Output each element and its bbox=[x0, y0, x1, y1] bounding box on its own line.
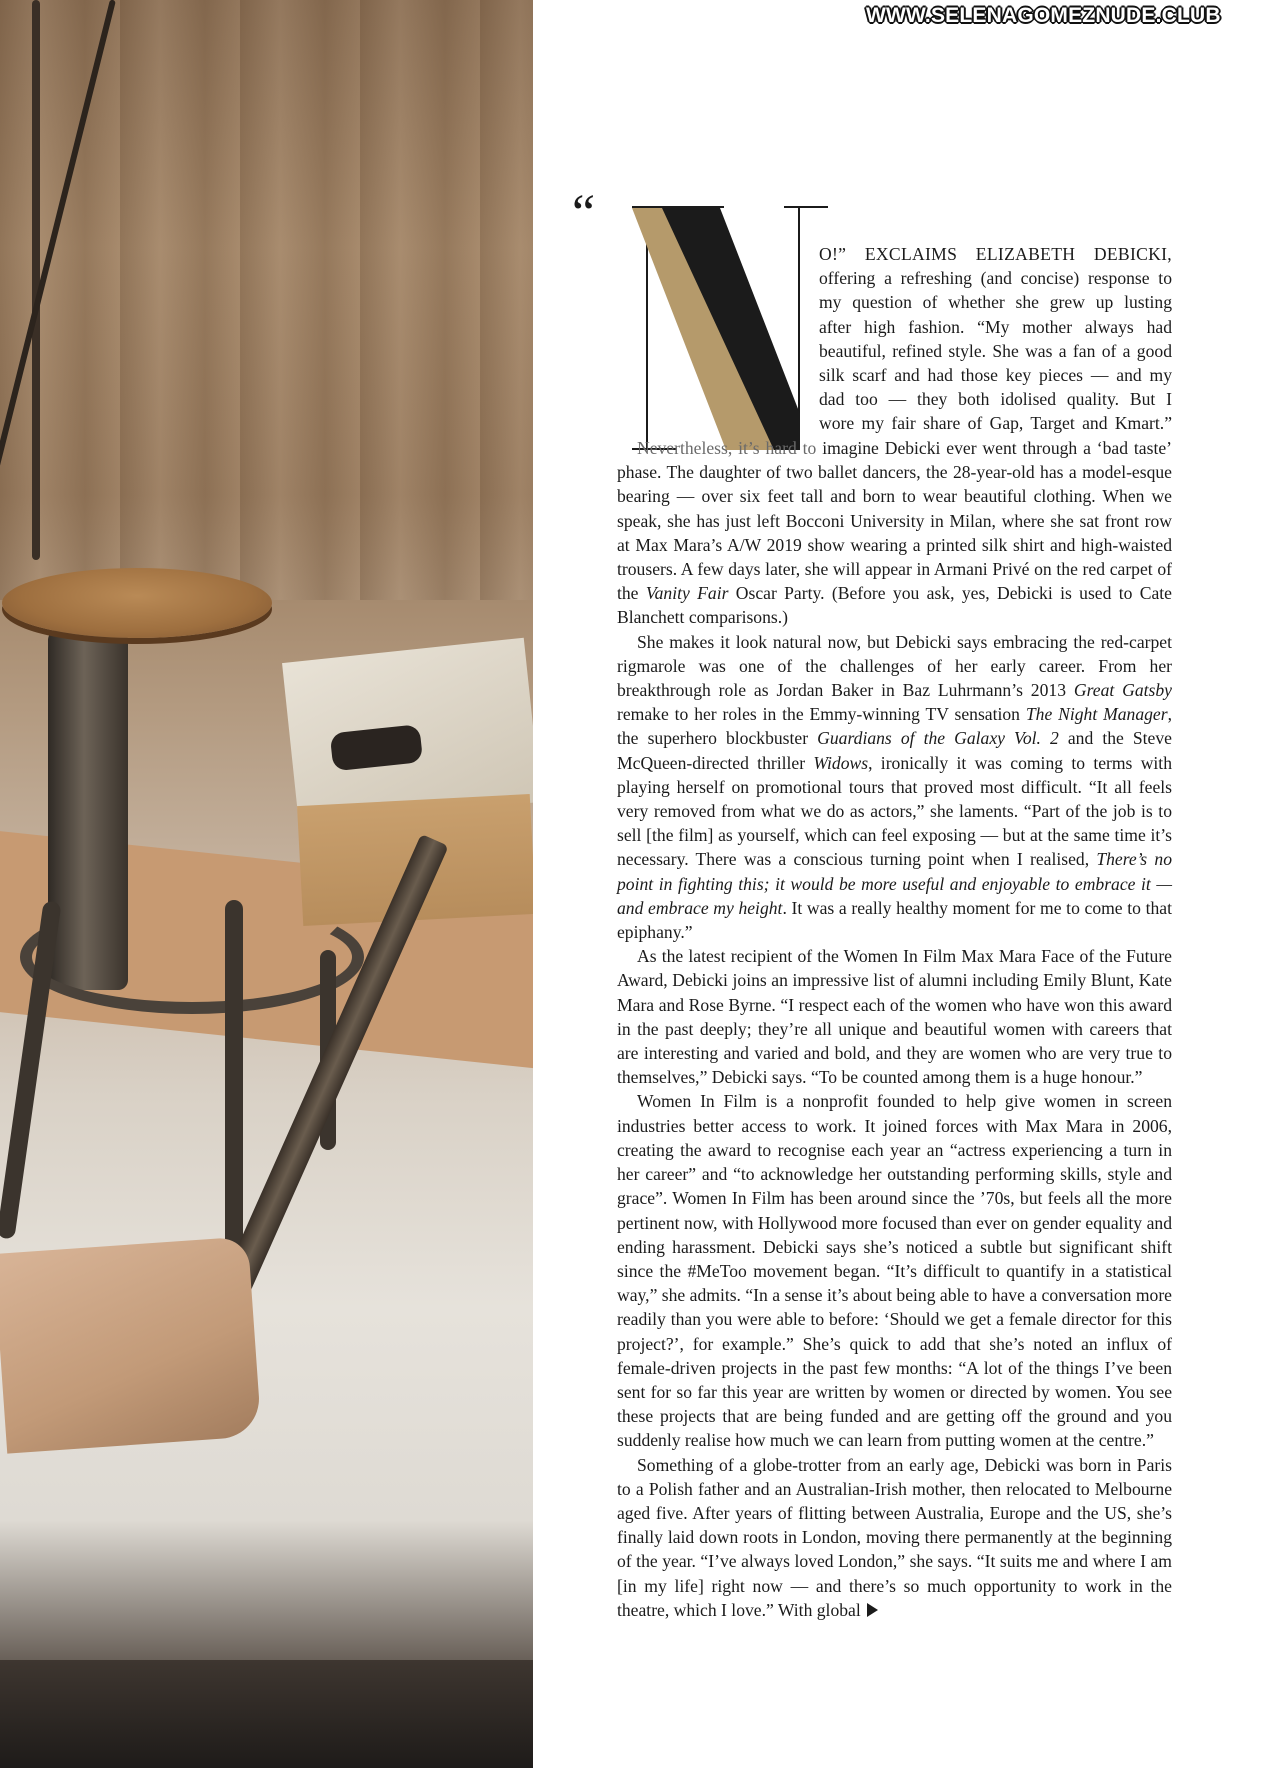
intro-line: wore my fair share of Gap, Target and Kmart.” bbox=[819, 413, 1172, 434]
intro-line: O!” EXCLAIMS ELIZABETH DEBICKI, bbox=[819, 244, 1172, 264]
paragraph-5-text: Something of a globe-trotter from an early age, Debicki was born in Paris to a Polish father and an Australian-Irish mother, then relocated to Melbourne aged five. After years of flitting between Australia, Europe and the US, she’s finally laid down roots in London, moving there permanently at the beginning of the year. “I’ve always loved London,” she says. “It suits me and where I am [in my life] right now — and there’s so much opportunity to work in the theatre, which I love.” With global bbox=[617, 1454, 1172, 1620]
paragraph-2-text: , the superhero blockbuster bbox=[617, 704, 1172, 749]
intro-paragraph bbox=[819, 242, 1172, 436]
paragraph-2-text: and the Steve McQueen-directed thriller bbox=[617, 728, 1172, 773]
dropcap-letter-n bbox=[624, 204, 840, 454]
stool-footring bbox=[20, 900, 364, 1014]
intro-line: my question of whether she grew up lusting bbox=[819, 292, 1172, 313]
article-photo bbox=[0, 0, 533, 1768]
paragraph-1-text: imagine Debicki ever went through a ‘bad taste’ phase. The daughter of two ballet dancers, the 28-year-old has a model-esque bearing — over six feet tall and born to wear beautiful clothing. When we speak, she has just left Bocconi University in Milan, where she sat front row at Max Mara’s A/W 2019 show wearing a printed silk shirt and high-waisted trousers. A few days later, she will appear in Armani Privé on the red carpet of the bbox=[617, 438, 1172, 604]
paragraph-2-text: She makes it look natural now, but Debicki says embracing the red-carpet rigmarole was one of the challenges of her early career. From her breakthrough role as Jordan Baker in Baz Luhrmann’s 2013 bbox=[617, 631, 1172, 701]
magazine-title: Vanity Fair bbox=[645, 583, 729, 604]
paragraph-2-text: . It was a really healthy moment for me to come to that epiphany.” bbox=[617, 897, 1173, 943]
dark-floor bbox=[0, 1660, 533, 1768]
italic-title: Guardians of the Galaxy Vol. 2 bbox=[817, 728, 1059, 749]
draped-cloth bbox=[0, 1236, 262, 1453]
intro-line: after high fashion. “My mother always had bbox=[819, 316, 1172, 337]
continue-arrow-icon bbox=[867, 1603, 878, 1617]
crate-handle-hole bbox=[330, 724, 423, 771]
italic-title: The Night Manager bbox=[1025, 704, 1168, 725]
paragraph-1-lead: Nevertheless, it’s hard to bbox=[637, 438, 817, 458]
intro-line: dad too — they both idolised quality. But I bbox=[819, 389, 1172, 410]
paragraph-3: As the latest recipient of the Women In Film Max Mara Face of the Future Award, Debicki joins an impressive list of alumni including Emily Blunt, Kate Mara and Rose Byrne. “I respect each of the women who have won this award in the past deeply; they’re all unique and beautiful women with careers that are interesting and varied and bold, and they are women who are very true to themselves,” Debicki says. “To be counted among them is a huge honour.” bbox=[617, 946, 1172, 1088]
intro-line: beautiful, refined style. She was a fan of a good bbox=[819, 340, 1172, 361]
cable bbox=[32, 0, 40, 560]
intro-line: silk scarf and had those key pieces — and my bbox=[819, 365, 1172, 386]
backdrop-folds bbox=[0, 0, 533, 600]
italic-title: Widows bbox=[813, 752, 869, 773]
intro-line: offering a refreshing (and concise) response to bbox=[819, 268, 1172, 289]
opening-quote-mark: “ bbox=[572, 185, 596, 242]
paragraph-1 bbox=[617, 436, 1172, 630]
paragraph-2-text: remake to her roles in the Emmy-winning TV sensation bbox=[617, 704, 1026, 725]
paragraph-5 bbox=[617, 1453, 1172, 1622]
stool-seat bbox=[2, 568, 272, 638]
italic-title: There’s no point in fighting this; it would be more useful and enjoyable to embrace it — and embrace my height bbox=[617, 849, 1172, 918]
italic-title: Great Gatsby bbox=[1073, 680, 1172, 701]
paragraph-2 bbox=[617, 630, 1172, 945]
paragraph-2-text: , ironically it was coming to terms with playing herself on promotional tours that proved most difficult. “It all feels very removed from what we do as actors,” she laments. “Part of the job is to sell [the film] as yourself, which can feel exposing — but at the same time it’s necessary. There was a conscious turning point when I realised, bbox=[617, 752, 1172, 870]
article-body bbox=[617, 436, 1172, 1622]
paragraph-4: Women In Film is a nonprofit founded to help give women in screen industries better access to work. It joined forces with Max Mara in 2006, creating the award to recognise each year an “actress experiencing a turn in her career” and “to acknowledge her outstanding performing skills, style and grace”. Women In Film has been around since the ’70s, but feels all the more pertinent now, with Hollywood more focused than ever on gender equality and ending harassment. Debicki says she’s noticed a subtle but significant shift since the #MeToo movement began. “It’s difficult to quantify in a statistical way,” she admits. “In a sense it’s about being able to have a conversation more readily than you were able to before: ‘Should we get a female director for this project?’, for example.” She’s quick to add that she’s noted an influx of female-driven projects in the past few months: “A lot of the things I’ve been sent for so far this year are written by women or directed by women. You see these projects that are being funded and are getting off the ground and you suddenly realise how much we can learn from putting women at the centre.” bbox=[617, 1091, 1172, 1451]
paragraph-1-tail: Oscar Party. (Before you ask, yes, Debicki is used to Cate Blanchett comparisons.) bbox=[617, 583, 1172, 628]
watermark[interactable]: WWW.SELENAGOMEZNUDE.CLUB bbox=[866, 4, 1221, 27]
